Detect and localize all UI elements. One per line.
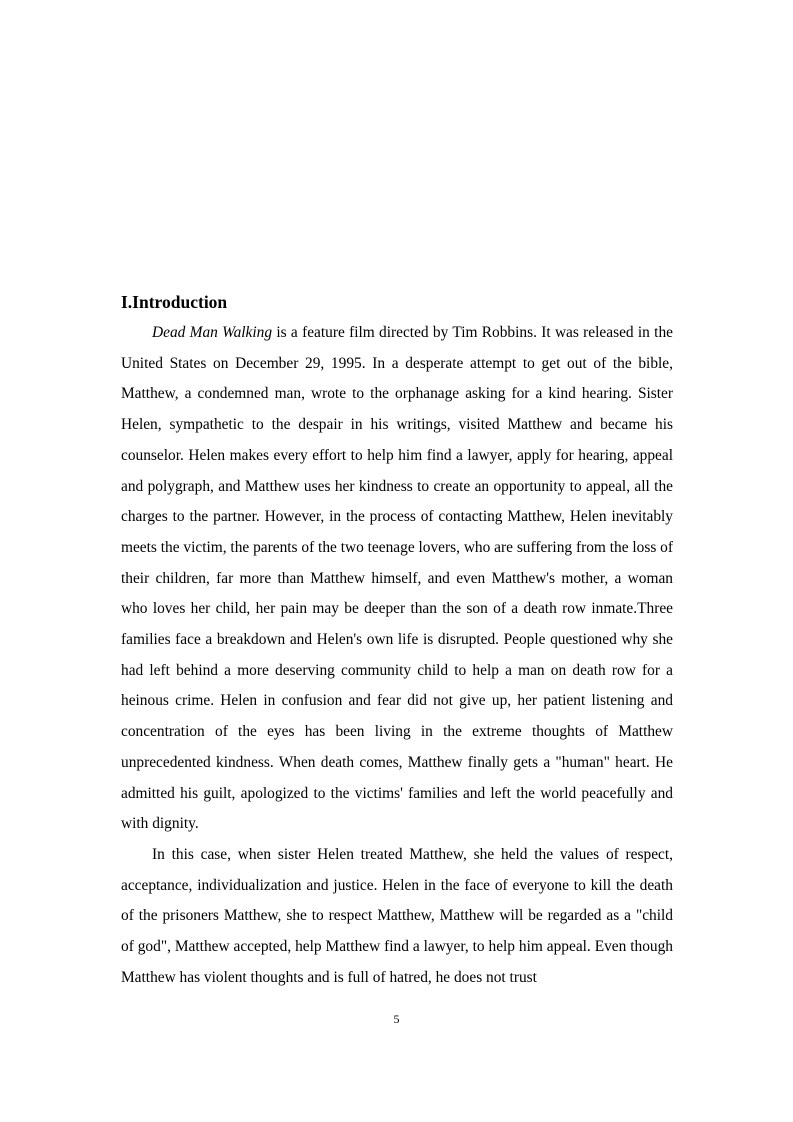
paragraph-values-text: In this case, when sister Helen treated Matthew, she held the values of respect, acceptance, individualization and justice. Helen in the face of everyone to kill the death of the prisoners Matthew, she to respect Matthew, Matthew will be regarded as a "child of god", Matthew accepted, help Matthew find a lawyer, to help him appeal. Even though Matthew has violent thoughts and is full of hatred, he does not trust [121, 845, 673, 986]
page-number: 5 [393, 1012, 400, 1026]
film-title: Dead Man Walking [152, 324, 273, 341]
body-text [121, 318, 673, 993]
paragraph-intro [121, 318, 673, 840]
paragraph-intro-text: is a feature film directed by Tim Robbins. It was released in the United States on December 29, 1995. In a desperate attempt to get out of the bible, Matthew, a condemned man, wrote to the orphanage asking for a kind hearing. Sister Helen, sympathetic to the despair in his writings, visited Matthew and became his counselor. Helen makes every effort to help him find a lawyer, apply for hearing, appeal and polygraph, and Matthew uses her kindness to create an opportunity to appeal, all the charges to the partner. However, in the process of contacting Matthew, Helen inevitably meets the victim, the parents of the two teenage lovers, who are suffering from the loss of their children, far more than Matthew himself, and even Matthew's mother, a woman who loves her child, her pain may be deeper than the son of a death row inmate.Three families face a breakdown and Helen's own life is disrupted. People questioned why she had left behind a more deserving community child to help a man on death row for a heinous crime. Helen in confusion and fear did not give up, her patient listening and concentration of the eyes has been living in the extreme thoughts of Matthew unprecedented kindness. When death comes, Matthew finally gets a "human" heart. He admitted his guilt, apologized to the victims' families and left the world peacefully and with dignity. [121, 324, 673, 833]
section-heading: I.Introduction [121, 292, 228, 312]
paragraph-values [121, 840, 673, 994]
